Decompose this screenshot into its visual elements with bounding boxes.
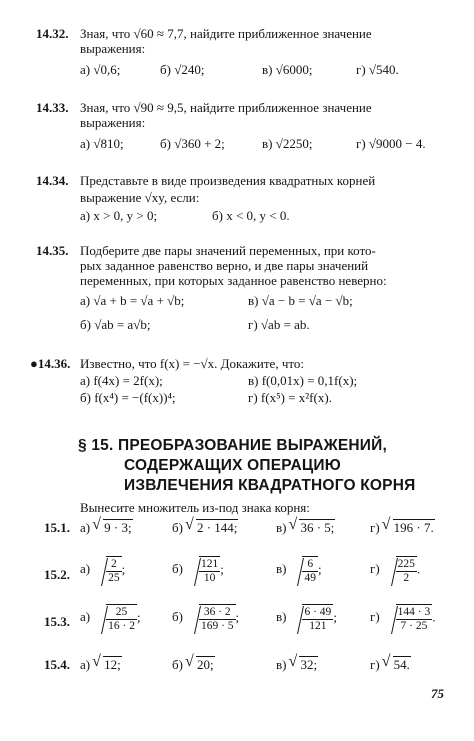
- problem-text: Зная, что √60 ≈ 7,7, найдите приближенное значение: [80, 26, 372, 41]
- answer-option: г)√ 54.: [370, 657, 411, 672]
- section-title: ИЗВЛЕЧЕНИЯ КВАДРАТНОГО КОРНЯ: [124, 477, 416, 494]
- answer-option: а) $\frac{25}{16 \cdot 2}$ ;: [80, 606, 141, 632]
- answer-option: в)√ 36 · 5;: [276, 520, 335, 535]
- answer-option: а) √0,6;: [80, 62, 121, 77]
- problem-number: 15.1.: [44, 520, 70, 535]
- problem-text: рых заданное равенство верно, и две пары значений: [80, 258, 369, 273]
- problem-text: Известно, что f(x) = −√x. Докажите, что:: [80, 356, 304, 371]
- problem-number: 15.3.: [44, 614, 70, 629]
- answer-option: г) $\frac{144 \cdot 3}{7 \cdot 25}$ .: [370, 606, 436, 632]
- problem-number: 14.33.: [36, 100, 69, 115]
- answer-option: а) x > 0, y > 0;: [80, 208, 158, 223]
- answer-option: г) √ab = ab.: [248, 317, 310, 332]
- problem-number: 14.32.: [36, 26, 69, 41]
- page-number: 75: [431, 686, 444, 701]
- answer-option: а) √810;: [80, 136, 124, 151]
- answer-option: в) √a − b = √a − √b;: [248, 293, 353, 308]
- answer-option: г) √540.: [356, 62, 399, 77]
- problem-text: выражение √xy, если:: [80, 190, 200, 205]
- problem-text: Подберите две пары значений переменных, при кото-: [80, 243, 376, 258]
- problem-text: выражения:: [80, 41, 146, 56]
- answer-option: в)√ 32;: [276, 657, 318, 672]
- answer-option: б) √ab = a√b;: [80, 317, 151, 332]
- answer-option: а) f(4x) = 2f(x);: [80, 373, 163, 388]
- problem-number: 14.34.: [36, 173, 69, 188]
- problem-text: Представьте в виде произведения квадратных корней: [80, 173, 376, 188]
- section-title: СОДЕРЖАЩИХ ОПЕРАЦИЮ: [124, 457, 341, 474]
- answer-option: в) f(0,01x) = 0,1f(x);: [248, 373, 358, 388]
- answer-option: б) $\frac{36 \cdot 2}{169 \cdot 5}$ ;: [172, 606, 240, 632]
- problem-number: ●14.36.: [30, 356, 71, 371]
- problem-number: 14.35.: [36, 243, 69, 258]
- answer-option: б) √240;: [160, 62, 205, 77]
- answer-option: в) $\frac{6}{49}$ ;: [276, 558, 322, 584]
- answer-option: а)√ 9 · 3;: [80, 520, 133, 535]
- problem-text: выражения:: [80, 115, 146, 130]
- answer-option: а) √a + b = √a + √b;: [80, 293, 185, 308]
- answer-option: в) $\frac{6 \cdot 49}{121}$ ;: [276, 606, 337, 632]
- problem-number: 15.2.: [44, 567, 70, 582]
- instruction-text: Вынесите множитель из-под знака корня:: [80, 500, 310, 515]
- section-title: § 15. ПРЕОБРАЗОВАНИЕ ВЫРАЖЕНИЙ,: [78, 437, 387, 454]
- problem-text: Зная, что √90 ≈ 9,5, найдите приближенное значение: [80, 100, 372, 115]
- answer-option: б)√ 2 · 144;: [172, 520, 238, 535]
- answer-option: г)√ 196 · 7.: [370, 520, 435, 535]
- answer-option: г) f(x⁵) = x²f(x).: [248, 390, 332, 405]
- answer-option: б) √360 + 2;: [160, 136, 225, 151]
- answer-option: б) $\frac{121}{10}$ ;: [172, 558, 224, 584]
- problem-text: переменных, при которых заданное равенство неверно:: [80, 273, 387, 288]
- answer-option: б) x < 0, y < 0.: [212, 208, 290, 223]
- answer-option: г) √9000 − 4.: [356, 136, 426, 151]
- answer-option: г) $\frac{225}{2}$ .: [370, 558, 421, 584]
- problem-number: 15.4.: [44, 657, 70, 672]
- answer-option: в) √6000;: [262, 62, 313, 77]
- answer-option: а) $\frac{2}{25}$ ;: [80, 558, 126, 584]
- answer-option: в) √2250;: [262, 136, 313, 151]
- answer-option: б)√ 20;: [172, 657, 215, 672]
- answer-option: а)√ 12;: [80, 657, 122, 672]
- answer-option: б) f(x⁴) = −(f(x))⁴;: [80, 390, 176, 405]
